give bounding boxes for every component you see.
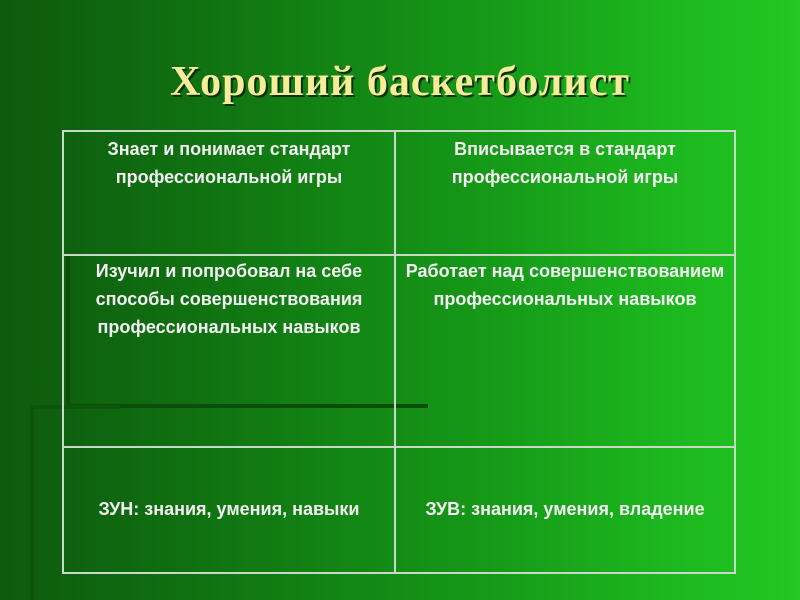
table-row	[63, 447, 735, 573]
table-row	[63, 255, 735, 447]
table-cell-fits-standard: Вписывается в стандарт профессиональной игры	[395, 131, 735, 255]
table-cell-works-on-skills: Работает над совершенствованием профессиональных навыков	[395, 255, 735, 447]
decorative-corner-vertical	[30, 405, 34, 600]
table-cell-knows-standard: Знает и понимает стандарт профессиональной игры	[63, 131, 395, 255]
comparison-table	[62, 130, 736, 574]
slide-title: Хороший баскетболист	[170, 59, 630, 105]
table-cell-studied-methods: Изучил и попробовал на себе способы совершенствования профессиональных навыков	[63, 255, 395, 447]
table-cell-zun: ЗУН: знания, умения, навыки	[63, 447, 395, 573]
table-row	[63, 131, 735, 255]
table-cell-zuv: ЗУВ: знания, умения, владение	[395, 447, 735, 573]
